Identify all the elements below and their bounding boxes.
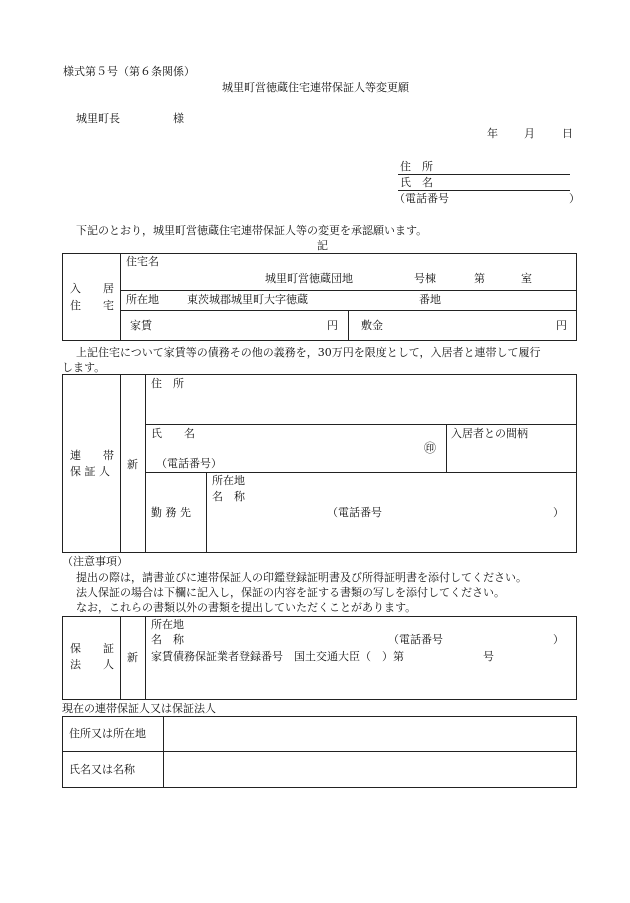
work-phone-close: ） [553, 506, 564, 519]
seal-mark: ㊞ [424, 441, 437, 455]
current-name-label: 氏名又は名称 [69, 763, 135, 776]
location-label: 所在地 [126, 293, 159, 306]
guarantor-label-2: 保 証 人 [70, 465, 110, 478]
intro-text: 下記のとおり，城里町営徳蔵住宅連帯保証人等の変更を承認願います。 [76, 224, 428, 237]
rent-label: 家賃 [130, 319, 152, 332]
house-name-label: 住宅名 [126, 255, 159, 268]
applicant-phone-close: ） [569, 192, 580, 205]
date-month: 月 [524, 127, 535, 140]
building-suffix: 号棟 [414, 272, 436, 285]
guarantor-new: 新 [127, 458, 138, 471]
notes-line-3: なお，これらの書類以外の書類を提出していただくことがあります。 [76, 601, 417, 614]
corporate-label-1: 保 証 [70, 642, 114, 655]
applicant-name-label: 氏 名 [400, 176, 433, 189]
location-value: 東茨城郡城里町大字徳蔵 [187, 293, 308, 306]
corporate-new: 新 [127, 651, 138, 664]
current-heading: 現在の連帯保証人又は保証法人 [62, 702, 216, 715]
dai-label: 第 [474, 272, 485, 285]
guarantee-text-2: します。 [62, 361, 106, 374]
registration-go: 号 [483, 650, 494, 663]
corporate-phone-label: （電話番号 [388, 633, 443, 646]
applicant-address-line[interactable] [398, 174, 570, 175]
corporate-name-label: 名 称 [151, 633, 184, 646]
registration-label: 家賃債務保証業者登録番号 国土交通大臣（ ）第 [151, 650, 404, 663]
residence-label-1: 入 居 [70, 282, 114, 295]
guarantor-address-label: 住 所 [151, 377, 184, 390]
corporate-label-2: 法 人 [70, 658, 114, 671]
corporate-phone-close: ） [553, 633, 564, 646]
complex-name: 城里町営徳蔵団地 [265, 272, 353, 285]
guarantee-text-1: 上記住宅について家賃等の債務その他の義務を，30万円を限度として，入居者と連帯して履行 [76, 346, 541, 359]
banchi-label: 番地 [419, 293, 441, 306]
notes-line-2: 法人保証の場合は下欄に記入し，保証の内容を証する書類の写しを添付してください。 [76, 586, 505, 599]
form-title: 城里町営徳蔵住宅連帯保証人等変更願 [222, 81, 409, 94]
room-label: 室 [521, 272, 532, 285]
work-name-label: 名 称 [212, 490, 245, 503]
deposit-label: 敷金 [361, 319, 383, 332]
notes-line-1: 提出の際は，請書並びに連帯保証人の印鑑登録証明書及び所得証明書を添付してください。 [76, 571, 527, 584]
addressee: 城里町長 [76, 112, 120, 125]
guarantor-phone-label: （電話番号） [156, 457, 222, 470]
applicant-phone-label: （電話番号 [394, 192, 449, 205]
deposit-yen: 円 [556, 319, 567, 332]
date-day: 日 [562, 127, 573, 140]
work-phone-label: （電話番号 [327, 506, 382, 519]
form-number: 様式第５号（第６条関係） [63, 65, 195, 78]
notes-heading: （注意事項） [62, 555, 128, 568]
guarantor-label-1: 連 帯 [70, 449, 114, 462]
honorific: 様 [173, 112, 184, 125]
rent-yen: 円 [327, 319, 338, 332]
current-address-label: 住所又は所在地 [69, 727, 146, 740]
ki-mark: 記 [317, 239, 328, 252]
workplace-label: 勤 務 先 [151, 506, 191, 519]
date-year: 年 [487, 127, 498, 140]
corporate-location-label: 所在地 [151, 618, 184, 631]
applicant-address-label: 住 所 [400, 160, 433, 173]
applicant-name-line[interactable] [398, 190, 570, 191]
relation-label: 入居者との間柄 [451, 427, 528, 440]
residence-label-2: 住 宅 [70, 299, 114, 312]
work-location-label: 所在地 [212, 474, 245, 487]
guarantor-name-label: 氏 名 [151, 427, 195, 440]
